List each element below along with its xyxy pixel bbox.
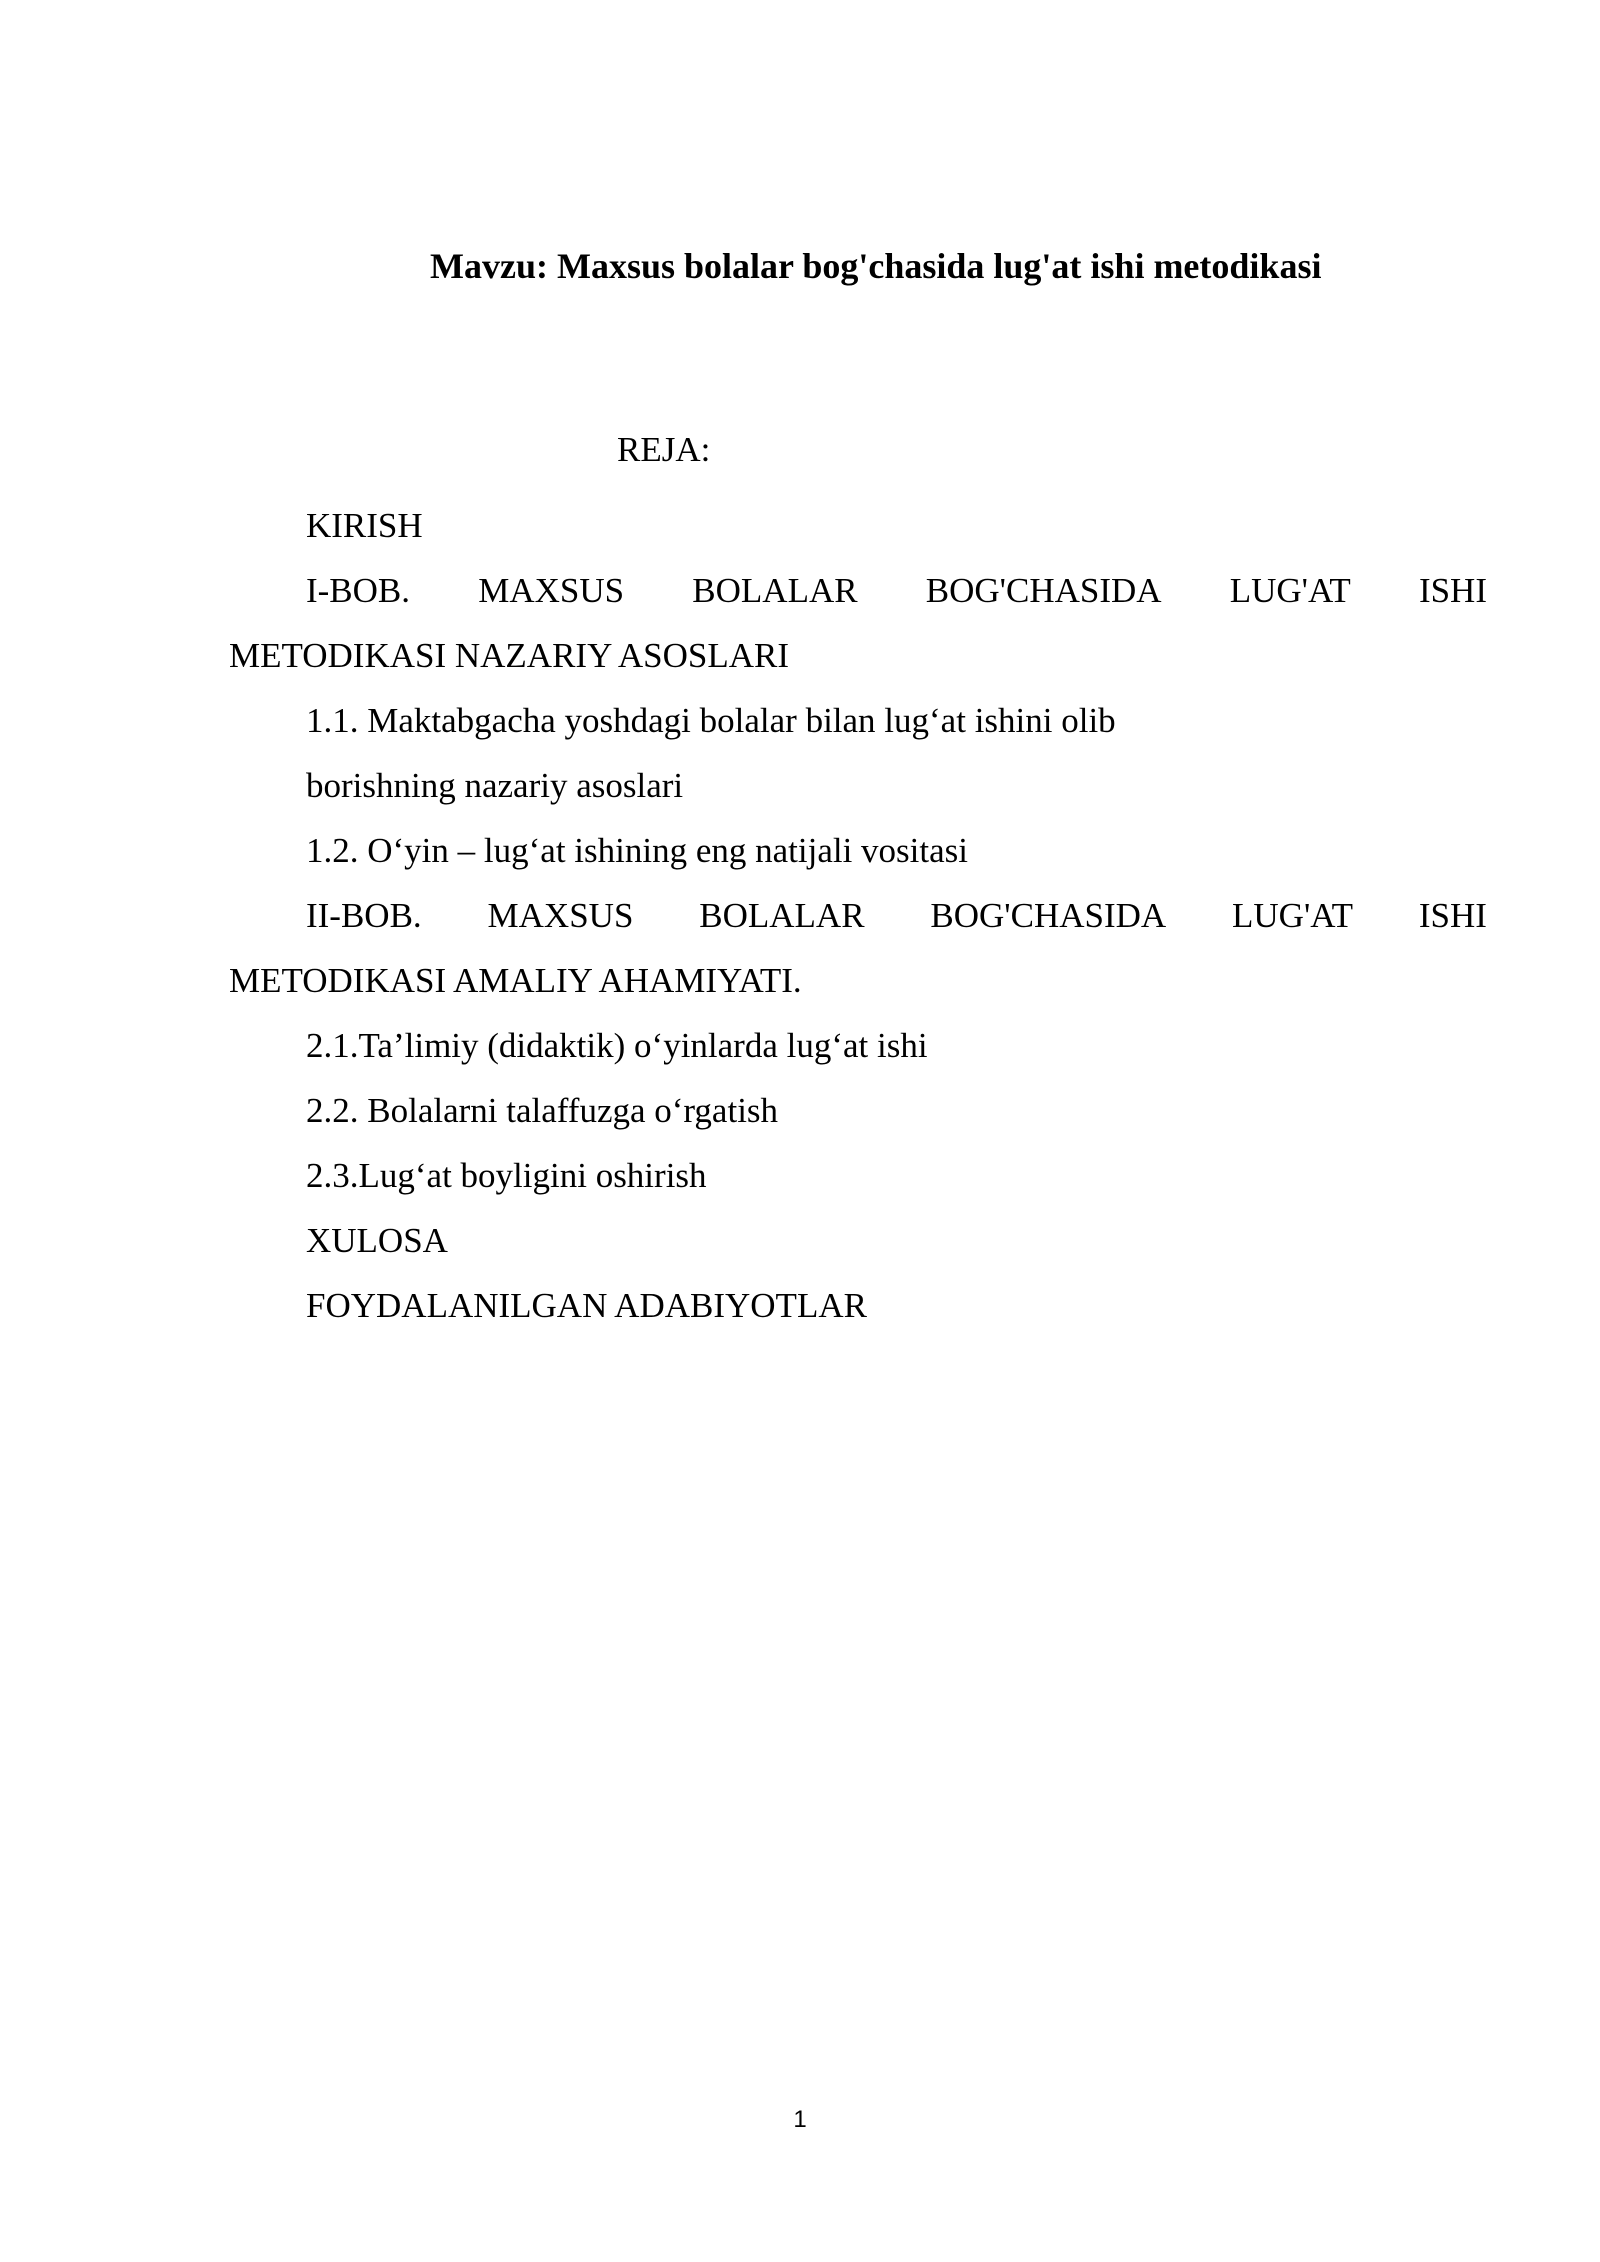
toc-item-xulosa: XULOSA <box>306 1221 448 1260</box>
toc-chapter-2-continuation: METODIKASI AMALIY AHAMIYATI. <box>229 961 802 1000</box>
toc-chapter-1-continuation: METODIKASI NAZARIY ASOSLARI <box>229 636 790 675</box>
chapter-1-word: MAXSUS <box>478 571 625 610</box>
chapter-2-word: II-BOB. <box>306 896 422 935</box>
toc-section-2-1: 2.1.Ta’limiy (didaktik) o‘yinlarda lug‘at ishi <box>306 1026 928 1065</box>
chapter-1-word: ISHI <box>1418 571 1487 610</box>
toc-item-kirish: KIRISH <box>306 506 423 545</box>
toc-section-1-1-line-2: borishning nazariy asoslari <box>306 766 684 805</box>
document-title: Mavzu: Maxsus bolalar bog'chasida lug'at ishi metodikasi <box>430 246 1322 286</box>
toc-section-2-2: 2.2. Bolalarni talaffuzga o‘rgatish <box>306 1091 779 1130</box>
chapter-1-word: BOLALAR <box>692 571 858 610</box>
toc-section-1-2: 1.2. O‘yin – lug‘at ishining eng natijali vositasi <box>306 831 969 870</box>
toc-chapter-2-heading <box>229 883 1487 948</box>
toc-section-1-1-line-1: 1.1. Maktabgacha yoshdagi bolalar bilan lug‘at ishini olib <box>306 701 1116 740</box>
page-number: 1 <box>793 2106 807 2133</box>
chapter-2-word: BOG'CHASIDA <box>930 896 1167 935</box>
table-of-contents <box>229 493 1487 1338</box>
toc-item-references: FOYDALANILGAN ADABIYOTLAR <box>306 1286 867 1325</box>
chapter-1-word: LUG'AT <box>1229 571 1351 610</box>
chapter-2-word: MAXSUS <box>487 896 634 935</box>
toc-chapter-1-heading <box>229 558 1487 623</box>
chapter-2-word: BOLALAR <box>699 896 865 935</box>
chapter-2-word: ISHI <box>1418 896 1487 935</box>
toc-section-2-3: 2.3.Lug‘at boyligini oshirish <box>306 1156 707 1195</box>
chapter-1-word: I-BOB. <box>306 571 411 610</box>
chapter-2-word: LUG'AT <box>1232 896 1354 935</box>
chapter-1-word: BOG'CHASIDA <box>925 571 1162 610</box>
plan-heading: REJA: <box>617 430 711 469</box>
